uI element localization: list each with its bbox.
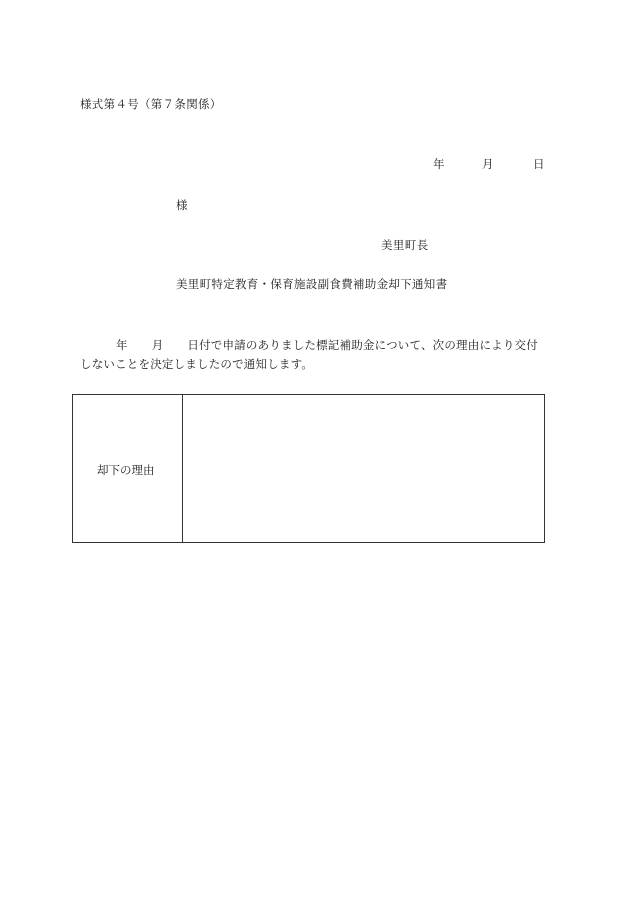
date-month-label: 月 bbox=[482, 157, 494, 171]
issuer-name: 美里町長 bbox=[381, 238, 429, 252]
body-month-label: 月 bbox=[151, 338, 164, 352]
reason-label-cell bbox=[73, 395, 183, 542]
body-year-label: 年 bbox=[116, 338, 128, 352]
reason-label: 却下の理由 bbox=[97, 463, 155, 477]
date-day-label: 日 bbox=[533, 157, 545, 171]
reason-value-cell bbox=[183, 395, 544, 542]
document-title: 美里町特定教育・保育施設副食費補助金却下通知書 bbox=[176, 277, 448, 291]
body-line-1 bbox=[80, 338, 538, 352]
rejection-reason-table bbox=[72, 394, 545, 543]
body-line-2: しないことを決定しましたので通知します。 bbox=[80, 357, 314, 371]
form-number-label: 様式第４号（第７条関係） bbox=[80, 97, 222, 111]
recipient-honorific: 様 bbox=[176, 198, 188, 212]
body-line-1-text: 日付で申請のありました標記補助金について、次の理由により交付 bbox=[187, 338, 538, 352]
date-year-label: 年 bbox=[433, 157, 445, 171]
